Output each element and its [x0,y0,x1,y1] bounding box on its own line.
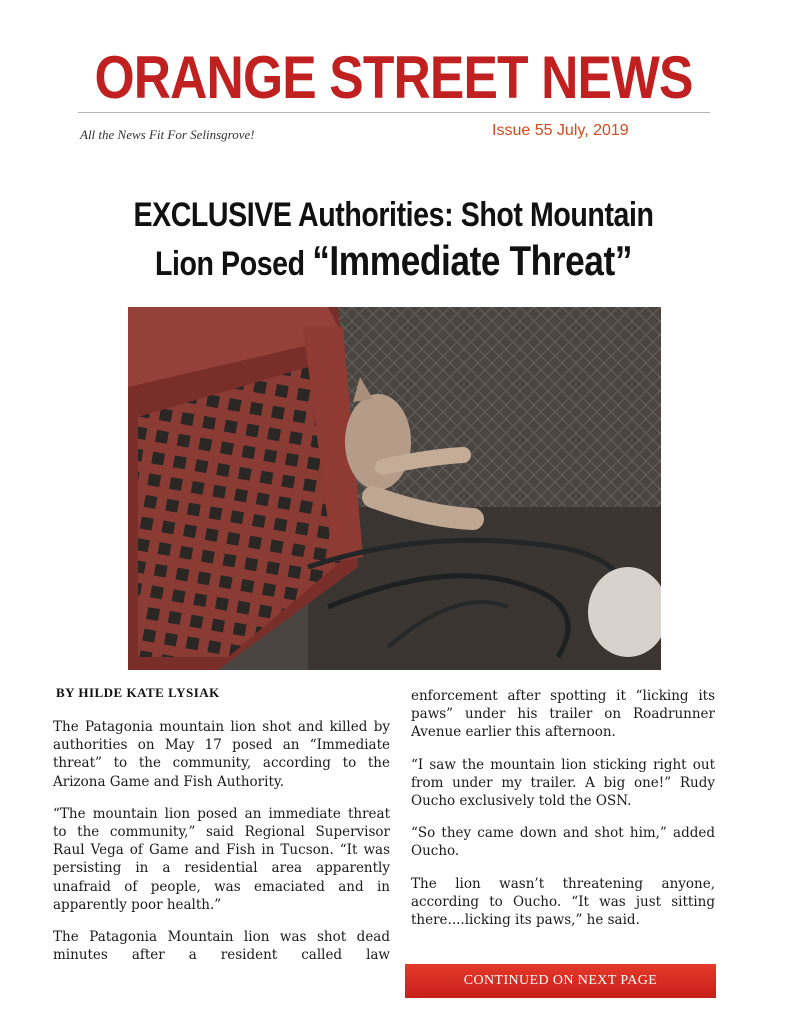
paragraph: “The mountain lion posed an immediate threat to the community,” said Regional Supervisor Raul Vega of Game and Fish in Tucson. “It was persisting in a residential area apparently unafraid of people, was emaciated and in apparently poor health.” [53,805,390,913]
masthead-divider [78,112,710,113]
paragraph: enforcement after spotting it “licking its paws” under his trailer on Roadrunner Avenue earlier this afternoon. [411,688,715,741]
article-photo [128,307,661,670]
headline-line-1: EXCLUSIVE Authorities: Shot Mountain [133,196,654,234]
byline: BY HILDE KATE LYSIAK [56,685,220,700]
paragraph: The lion wasn’t threatening anyone, according to Oucho. “It was just sitting there....licking its paws,” he said. [411,875,715,929]
paragraph: The Patagonia mountain lion shot and killed by authorities on May 17 posed an “Immediate threat” to the community, according to the Arizona Game and Fish Authority. [53,719,390,790]
article-headline [60,194,727,289]
tagline: All the News Fit For Selinsgrove! [80,127,255,142]
article-column-1 [53,718,390,978]
paragraph: “I saw the mountain lion sticking right out from under my trailer. A big one!” Rudy Oucho exclusively told the OSN. [411,756,715,810]
paragraph: “So they came down and shot him,” added Oucho. [411,825,715,860]
headline-line-2 [113,236,673,289]
paragraph: The Patagonia Mountain lion was shot dead minutes after a resident called law [53,929,390,964]
masthead-title: ORANGE STREET NEWS [94,44,693,111]
headline-quote: “Immediate Threat” [312,237,633,284]
article-column-2 [411,687,715,943]
continued-next-page-button[interactable]: CONTINUED ON NEXT PAGE [405,964,716,998]
headline-line-2-start: Lion Posed [154,245,313,283]
issue-date: Issue 55 July, 2019 [492,122,629,139]
